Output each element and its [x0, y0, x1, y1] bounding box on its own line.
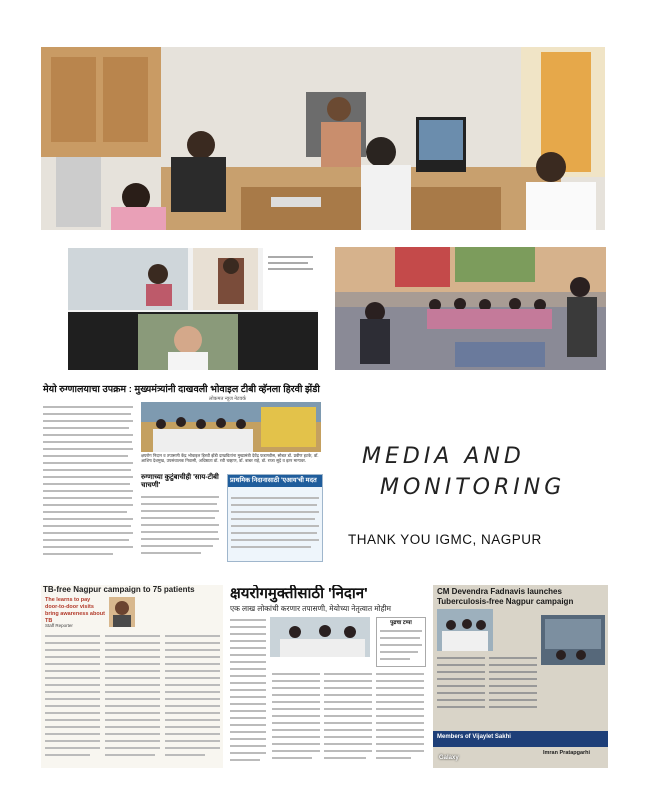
clip3-box-title: पुढचा टप्पा — [390, 620, 412, 626]
marathi-news-clip-lokmat — [41, 382, 326, 564]
clip-photo-caption: क्षयरोग निदान व तपासणी केंद्र भोवाइल हिरवी झेंडी दाखवितांना मुख्यमंत्री देवेंद्र फडणवीस, सोबत डॉ. प्रवीण हटके, डॉ. आशिष देशमुख, उपसंचालक निवासी, अधिष्ठाता डॉ. रवी चव्हाण, डॉ. बाबर राहे, डॉ. राजा सूदे व इतर मान्यवर. — [141, 453, 319, 463]
clip-body-column — [43, 404, 135, 564]
clip-box — [227, 474, 323, 562]
clip4-photo-2 — [541, 615, 605, 665]
clip2-body — [45, 633, 221, 766]
clip4-headline: CM Devendra Fadnavis launches Tuberculosis-free Nagpur campaign — [437, 587, 574, 606]
english-news-clip-cm-launch — [433, 585, 608, 768]
thank-you-text: THANK YOU IGMC, NAGPUR — [348, 532, 542, 547]
clip4-body — [437, 655, 537, 725]
clip-box-heading: प्राथमिक निदानासाठी 'एआय'ची मदत — [228, 475, 322, 487]
clip2-bullet-1: The learns to pay — [45, 597, 91, 603]
clip3-headline: क्षयरोगमुक्तीसाठी 'निदान' — [230, 585, 368, 602]
community-meeting-photo — [335, 247, 606, 370]
clip4-footer-text: Members of Vijaylet Sakhi — [437, 734, 511, 740]
english-news-clip-1 — [41, 585, 223, 768]
clip4-footer-text-2: Imran Pratapgarhi — [543, 750, 591, 756]
clip2-bullet-3: bring awareness about TB — [45, 611, 105, 624]
clip4-footer-bar — [433, 731, 608, 747]
clip4-phone-logo: Galaxy — [439, 755, 459, 761]
clip2-bullets — [45, 597, 105, 625]
office-meeting-photo — [41, 47, 605, 230]
handwritten-title-line2: MONITORING — [380, 475, 566, 500]
clip3-subhead: एक लाख लोकांची करणार तपासणी, मेयोच्या नेतृत्वात मोहीम — [230, 604, 392, 613]
clip3-body-2 — [272, 671, 426, 767]
video-call-screenshot — [68, 248, 318, 370]
clip2-bullet-2: door-to-door visits — [45, 604, 94, 610]
clip3-body — [230, 617, 268, 767]
clip-byline: लोकमत न्यूज नेटवर्क — [209, 396, 247, 402]
clip4-photo — [437, 609, 493, 651]
clip2-portrait — [109, 597, 135, 627]
clip-headline: मेयो रुग्णालयाचा उपक्रम : मुख्यमंत्र्यांनी दाखवली भोवाइल टीबी व्हॅनला हिरवी झेंडी — [43, 384, 320, 395]
clip3-photo — [270, 617, 370, 657]
clip-body-column-2 — [141, 494, 221, 562]
handwritten-title-line1: MEDIA AND — [362, 444, 525, 469]
marathi-news-clip-nidaan — [228, 585, 428, 768]
clip-photo — [141, 402, 321, 452]
clip2-headline: TB-free Nagpur campaign to 75 patients — [43, 585, 195, 594]
clip3-box — [376, 617, 426, 667]
clip-subhead: रुग्णाच्या कुटुंबाचीही 'साय-टीबी चाचणी' — [141, 474, 219, 489]
clip2-byline: Staff Reporter — [45, 623, 73, 628]
